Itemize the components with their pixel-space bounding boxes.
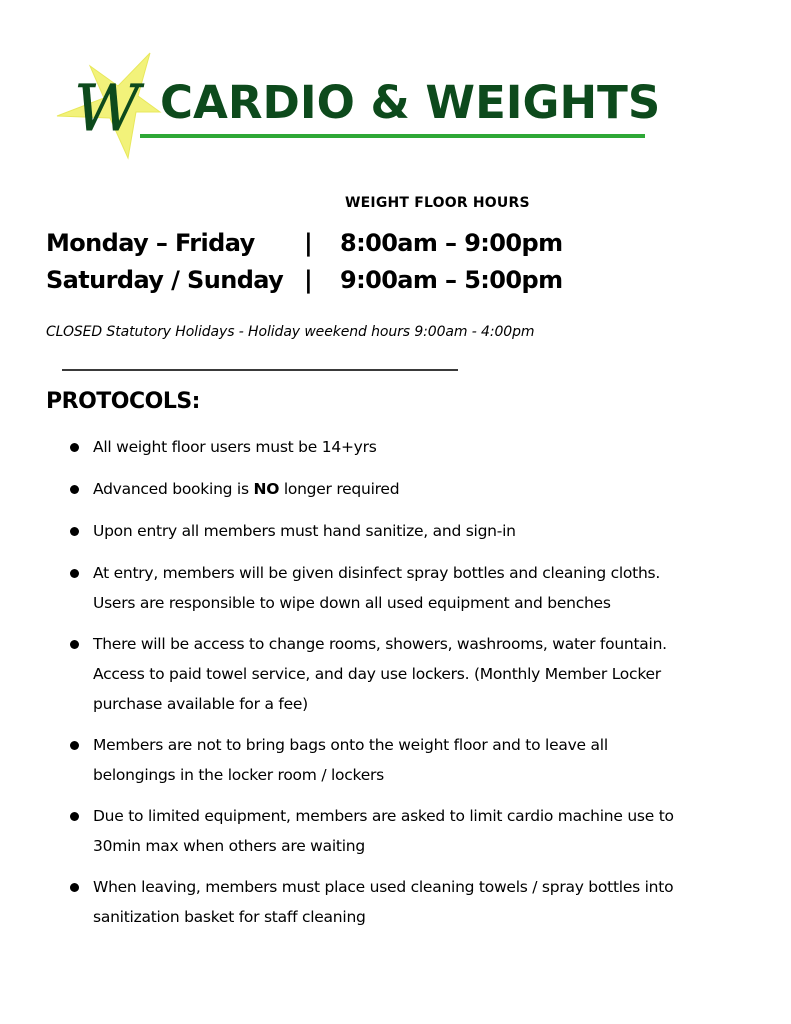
protocol-text: There will be access to change rooms, showers, washrooms, water fountain. [93,635,667,653]
bullet-icon [70,527,79,536]
list-item [70,516,750,546]
list-item [70,629,750,719]
bullet-icon [70,443,79,452]
hours-days: Saturday / Sunday [46,266,284,294]
holiday-note: CLOSED Statutory Holidays - Holiday weekend hours 9:00am - 4:00pm [46,324,535,340]
list-item [70,801,750,861]
hours-separator: | [304,266,313,294]
protocol-text: Access to paid towel service, and day use lockers. (Monthly Member Locker [93,665,661,683]
list-item [70,432,750,462]
protocol-text: 30min max when others are waiting [93,837,365,855]
list-item [70,872,750,932]
protocol-text: Upon entry all members must hand sanitize, and sign-in [93,522,516,540]
hours-times: 9:00am – 5:00pm [340,266,563,294]
brand-title: CARDIO & WEIGHTS [160,76,661,129]
hours-heading: WEIGHT FLOOR HOURS [345,195,530,211]
protocol-text: belongings in the locker room / lockers [93,766,384,784]
hours-times: 8:00am – 9:00pm [340,229,563,257]
bullet-icon [70,640,79,649]
section-divider [62,369,458,371]
protocol-text: All weight floor users must be 14+yrs [93,438,377,456]
bullet-icon [70,485,79,494]
protocol-text: When leaving, members must place used cleaning towels / spray bottles into [93,878,674,896]
bullet-icon [70,741,79,750]
protocols-title: PROTOCOLS: [46,389,200,414]
protocol-text: purchase available for a fee) [93,695,308,713]
list-item [70,474,750,504]
brand-underline [140,134,645,138]
protocol-text: sanitization basket for staff cleaning [93,908,366,926]
protocol-text: Due to limited equipment, members are asked to limit cardio machine use to [93,807,674,825]
protocol-list [70,432,750,932]
logo-letter: W [74,72,140,146]
header [52,50,661,165]
protocol-emphasis: NO [253,480,280,498]
list-item [70,558,750,618]
hours-days: Monday – Friday [46,229,255,257]
protocol-text: At entry, members will be given disinfect spray bottles and cleaning cloths. [93,564,661,582]
protocol-text: longer required [279,480,400,498]
list-item [70,730,750,790]
protocol-text: Advanced booking is [93,480,254,498]
bullet-icon [70,883,79,892]
bullet-icon [70,812,79,821]
hours-separator: | [304,229,313,257]
protocol-text: Users are responsible to wipe down all used equipment and benches [93,594,611,612]
bullet-icon [70,569,79,578]
protocol-text: Members are not to bring bags onto the weight floor and to leave all [93,736,608,754]
